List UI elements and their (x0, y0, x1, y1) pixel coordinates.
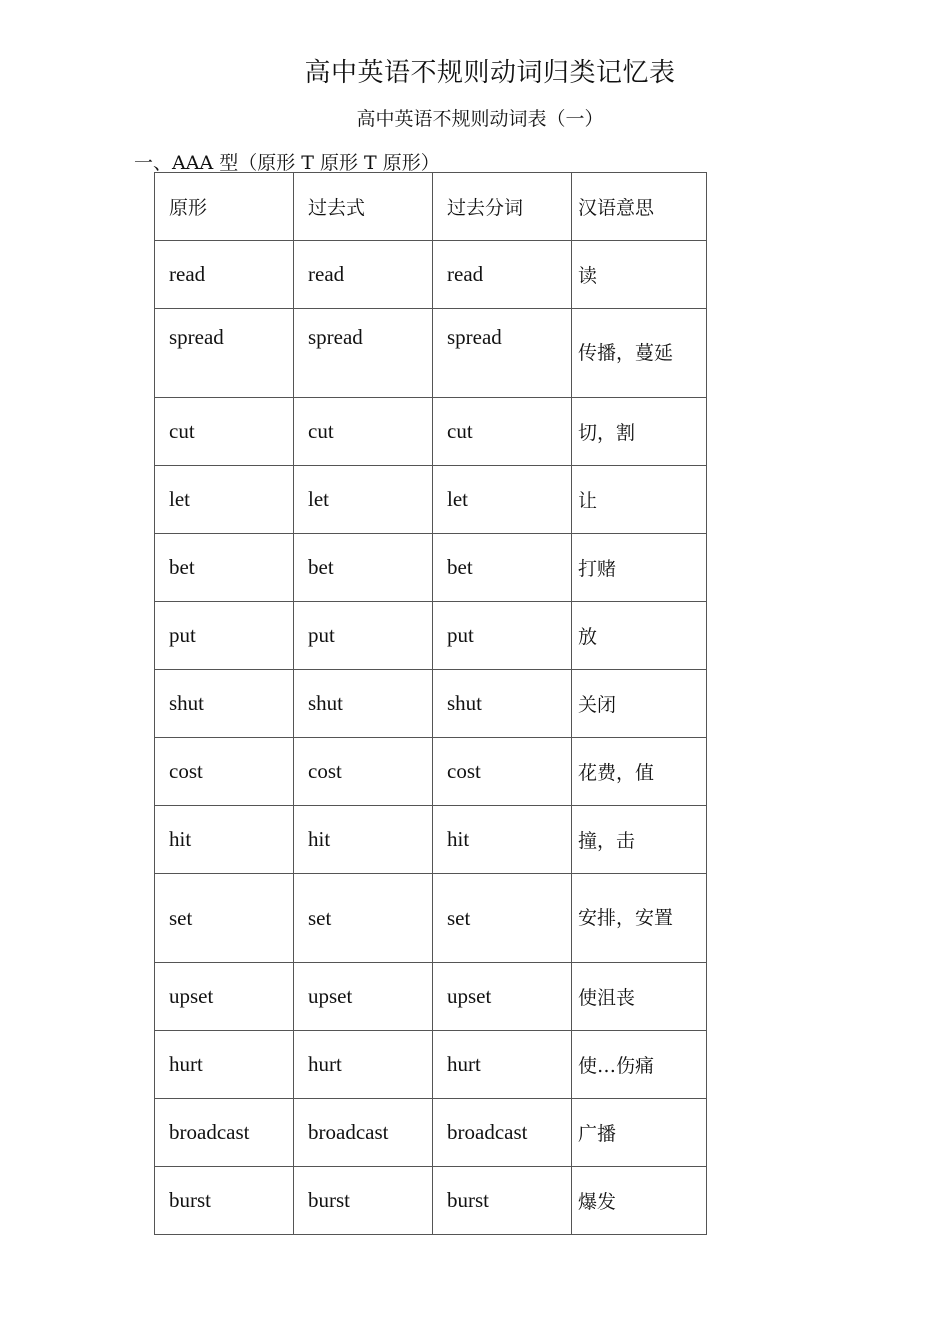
base-form-cell: cut (155, 398, 294, 466)
past-participle-cell: set (433, 874, 572, 963)
meaning-cell: 让 (572, 466, 707, 534)
past-tense-cell: upset (294, 963, 433, 1031)
past-tense-cell: cut (294, 398, 433, 466)
past-participle-cell: read (433, 241, 572, 309)
past-tense-cell: spread (294, 309, 433, 398)
base-form-cell: broadcast (155, 1099, 294, 1167)
table-row (155, 874, 707, 963)
table-row (155, 398, 707, 466)
header-base-form: 原形 (155, 173, 294, 241)
table-row (155, 738, 707, 806)
table-row (155, 602, 707, 670)
past-participle-cell: let (433, 466, 572, 534)
table-header-row (155, 173, 707, 241)
meaning-cell: 安排，安置 (572, 874, 707, 963)
past-tense-cell: burst (294, 1167, 433, 1235)
past-participle-cell: upset (433, 963, 572, 1031)
past-participle-cell: broadcast (433, 1099, 572, 1167)
irregular-verb-table (154, 172, 707, 1235)
base-form-cell: hit (155, 806, 294, 874)
past-participle-cell: hit (433, 806, 572, 874)
header-past-participle: 过去分词 (433, 173, 572, 241)
base-form-cell: upset (155, 963, 294, 1031)
meaning-cell: 花费，值 (572, 738, 707, 806)
table-row (155, 1167, 707, 1235)
past-participle-cell: cost (433, 738, 572, 806)
base-form-cell: let (155, 466, 294, 534)
table-row (155, 466, 707, 534)
base-form-cell: bet (155, 534, 294, 602)
header-chinese-meaning: 汉语意思 (572, 173, 707, 241)
past-tense-cell: hit (294, 806, 433, 874)
past-tense-cell: read (294, 241, 433, 309)
table-row (155, 534, 707, 602)
table-row (155, 309, 707, 398)
table-row (155, 241, 707, 309)
past-tense-cell: hurt (294, 1031, 433, 1099)
page-subtitle: 高中英语不规则动词表（一） (356, 108, 604, 130)
table-row (155, 963, 707, 1031)
past-tense-cell: broadcast (294, 1099, 433, 1167)
section-heading: 一、AAA 型（原形 T 原形 T 原形） (134, 152, 440, 174)
meaning-cell: 使…伤痛 (572, 1031, 707, 1099)
base-form-cell: set (155, 874, 294, 963)
meaning-cell: 爆发 (572, 1167, 707, 1235)
meaning-cell: 撞，击 (572, 806, 707, 874)
past-participle-cell: hurt (433, 1031, 572, 1099)
header-past-tense: 过去式 (294, 173, 433, 241)
base-form-cell: cost (155, 738, 294, 806)
base-form-cell: spread (155, 309, 294, 398)
meaning-cell: 切，割 (572, 398, 707, 466)
past-participle-cell: put (433, 602, 572, 670)
meaning-cell: 使沮丧 (572, 963, 707, 1031)
meaning-cell: 传播，蔓延 (572, 309, 707, 398)
past-participle-cell: cut (433, 398, 572, 466)
table-row (155, 1099, 707, 1167)
past-tense-cell: cost (294, 738, 433, 806)
past-participle-cell: bet (433, 534, 572, 602)
past-tense-cell: set (294, 874, 433, 963)
meaning-cell: 广播 (572, 1099, 707, 1167)
past-participle-cell: spread (433, 309, 572, 398)
table-row (155, 1031, 707, 1099)
past-tense-cell: let (294, 466, 433, 534)
base-form-cell: burst (155, 1167, 294, 1235)
meaning-cell: 打赌 (572, 534, 707, 602)
past-participle-cell: burst (433, 1167, 572, 1235)
meaning-cell: 放 (572, 602, 707, 670)
past-participle-cell: shut (433, 670, 572, 738)
past-tense-cell: put (294, 602, 433, 670)
meaning-cell: 关闭 (572, 670, 707, 738)
base-form-cell: put (155, 602, 294, 670)
past-tense-cell: bet (294, 534, 433, 602)
table-row (155, 670, 707, 738)
table-row (155, 806, 707, 874)
meaning-cell: 读 (572, 241, 707, 309)
base-form-cell: shut (155, 670, 294, 738)
base-form-cell: hurt (155, 1031, 294, 1099)
past-tense-cell: shut (294, 670, 433, 738)
base-form-cell: read (155, 241, 294, 309)
page-title: 高中英语不规则动词归类记忆表 (304, 58, 676, 88)
